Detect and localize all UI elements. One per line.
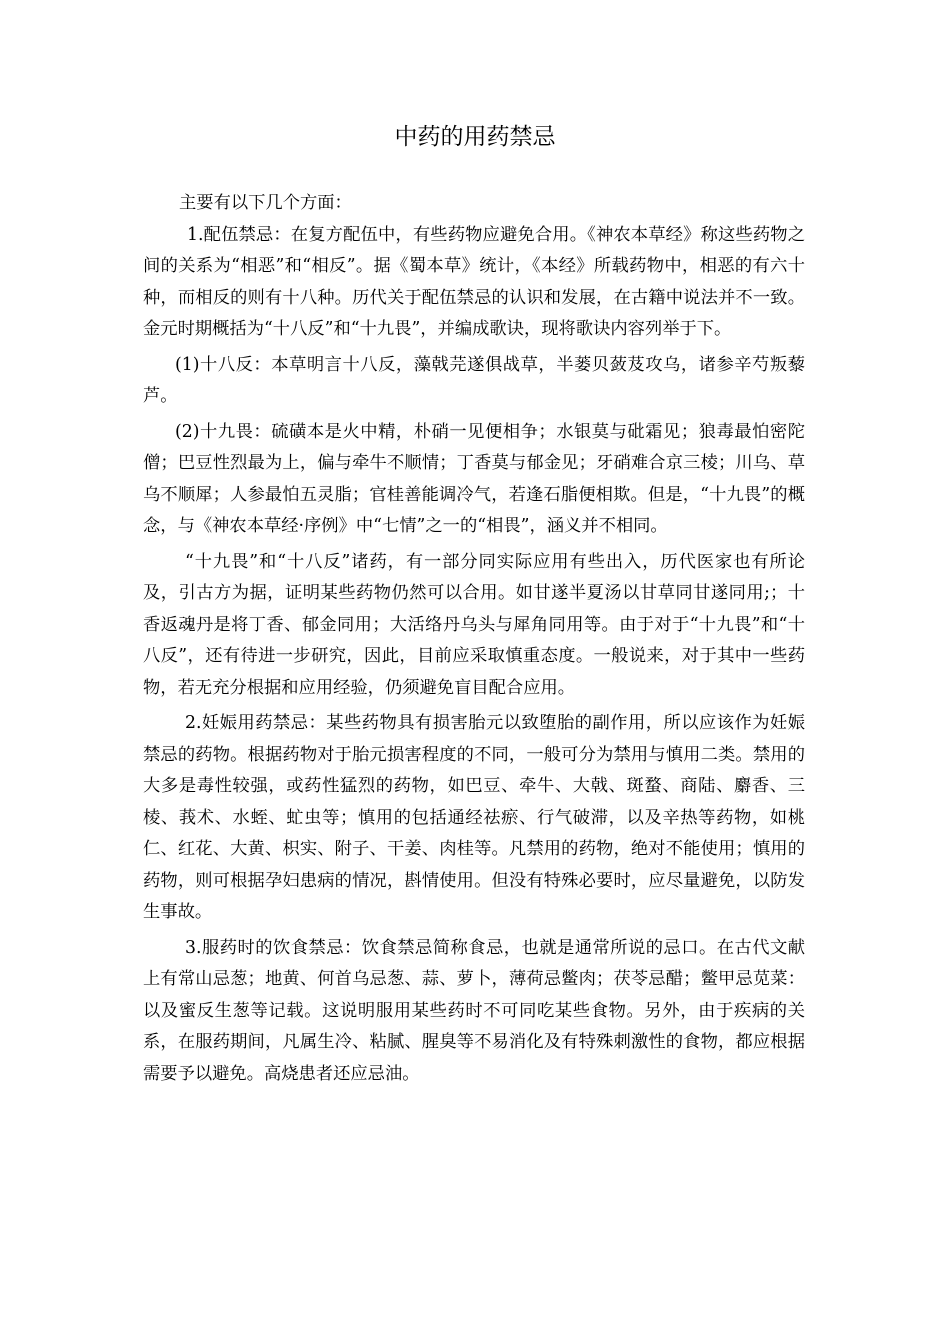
paragraph-intro: 主要有以下几个方面：: [179, 193, 352, 213]
paragraph-clinical-notes: “十九畏”和“十八反”诸药，有一部分同实际应用有些出入，历代医家也有所论及，引古方为据，证明某些药物仍然可以合用。如甘遂半夏汤以甘草同甘遂同用;；十香返魂丹是将丁香、郁金同用；大活络丹乌头与犀角同用等。由于对于“十九畏”和“十八反”，还有待进一步研究，因此，目前应采取慎重态度。一般说来，对于其中一些药物，若无充分根据和应用经验，仍须避免盲目配合应用。: [143, 551, 805, 698]
paragraph-compatibility-contraindications: 1.配伍禁忌：在复方配伍中，有些药物应避免合用。《神农本草经》称这些药物之间的关系为“相恶”和“相反”。据《蜀本草》统计，《本经》所载药物中，相恶的有六十种，而相反的则有十八种。历代关于配伍禁忌的认识和发展，在古籍中说法并不一致。金元时期概括为“十八反”和“十九畏”，并编成歌诀，现将歌诀内容列举于下。: [143, 224, 805, 339]
page-title: 中药的用药禁忌: [394, 124, 556, 150]
paragraph-pregnancy-contraindications: 2.妊娠用药禁忌：某些药物具有损害胎元以致堕胎的副作用，所以应该作为妊娠禁忌的药物。根据药物对于胎元损害程度的不同，一般可分为禁用与慎用二类。禁用的大多是毒性较强，或药性猛烈的药物，如巴豆、牵牛、大戟、斑蝥、商陆、麝香、三棱、莪术、水蛭、虻虫等；慎用的包括通经祛瘀、行气破滞，以及辛热等药物，如桃仁、红花、大黄、枳实、附子、干姜、肉桂等。凡禁用的药物，绝对不能使用；慎用的药物，则可根据孕妇患病的情况，斟情使用。但没有特殊必要时，应尽量避免，以防发生事故。: [143, 713, 805, 922]
document-body: [143, 188, 805, 1090]
paragraph-eighteen-incompatibilities: (1)十八反：本草明言十八反，藻戟芫遂俱战草，半蒌贝蔹芨攻乌，诸参辛芍叛藜芦。: [143, 354, 805, 406]
paragraph-dietary-contraindications: 3.服药时的饮食禁忌：饮食禁忌简称食忌，也就是通常所说的忌口。在古代文献上有常山忌葱；地黄、何首乌忌葱、蒜、萝卜，薄荷忌鳖肉；茯苓忌醋；鳖甲忌苋菜：以及蜜反生葱等记载。这说明服用某些药时不可同吃某些食物。另外，由于疾病的关系，在服药期间，凡属生冷、粘腻、腥臭等不易消化及有特殊刺激性的食物，都应根据需要予以避免。高烧患者还应忌油。: [143, 937, 805, 1084]
paragraph-nineteen-antagonisms: (2)十九畏：硫磺本是火中精，朴硝一见便相争；水银莫与砒霜见；狼毒最怕密陀僧；巴豆性烈最为上，偏与牵牛不顺情；丁香莫与郁金见；牙硝难合京三棱；川乌、草乌不顺犀；人参最怕五灵脂；官桂善能调冷气，若逢石脂便相欺。但是，“十九畏”的概念，与《神农本草经·序例》中“七情”之一的“相畏”，涵义并不相同。: [143, 421, 805, 536]
